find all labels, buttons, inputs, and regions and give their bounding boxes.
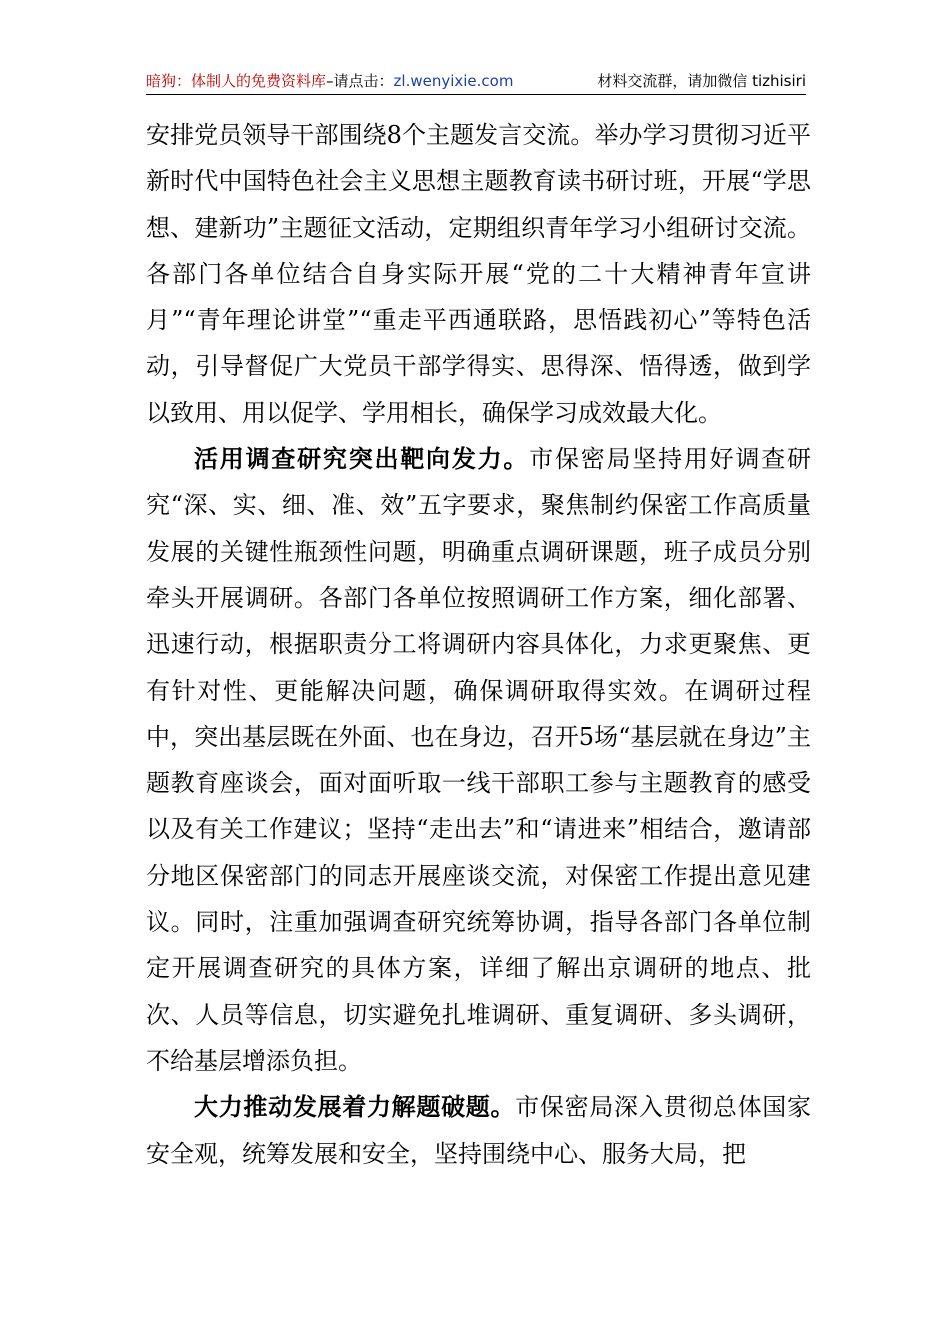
document-body bbox=[146, 112, 811, 1177]
header-prompt: –请点击： bbox=[326, 72, 394, 90]
header-url-link[interactable]: zl.wenyixie.com bbox=[393, 72, 514, 90]
paragraph-3-heading: 大力推动发展着力解题破题。 bbox=[194, 1092, 516, 1122]
header-brand: 暗狗：体制人的免费资料库 bbox=[146, 72, 327, 90]
paragraph-2-text: 市保密局坚持用好调查研究“深、实、细、准、效”五字要求，聚焦制约保密工作高质量发展的关键性瓶颈性问题，明确重点调研课题，班子成员分别牵头开展调研。各部门各单位按照调研工作方案，细化部署、迅速行动，根据职责分工将调研内容具体化，力求更聚焦、更有针对性、更能解决问题，确保调研取得实效。在调研过程中，突出基层既在外面、也在身边，召开5场“基层就在身边”主题教育座谈会，面对面听取一线干部职工参与主题教育的感受以及有关工作建议；坚持“走出去”和“请进来”相结合，邀请部分地区保密部门的同志开展座谈交流，对保密工作提出意见建议。同时，注重加强调查研究统筹协调，指导各部门各单位制定开展调查研究的具体方案，详细了解出京调研的地点、批次、人员等信息，切实避免扎堆调研、重复调研、多头调研，不给基层增添负担。 bbox=[146, 445, 812, 1075]
header-wechat-group: 材料交流群，请加微信 tizhisiri bbox=[597, 72, 806, 90]
paragraph-2 bbox=[146, 436, 811, 1084]
paragraph-2-heading: 活用调查研究突出靶向发力。 bbox=[194, 444, 530, 474]
paragraph-3-text: 市保密局深入贯彻总体国家安全观，统筹发展和安全，坚持围绕中心、服务大局，把 bbox=[146, 1093, 812, 1168]
page-header bbox=[146, 68, 806, 95]
paragraph-1 bbox=[146, 112, 811, 436]
paragraph-3 bbox=[146, 1084, 811, 1177]
paragraph-1-text: 安排党员领导干部围绕8个主题发言交流。举办学习贯彻习近平新时代中国特色社会主义思想主题教育读书研讨班，开展“学思想、建新功”主题征文活动，定期组织青年学习小组研讨交流。各部门各单位结合自身实际开展“党的二十大精神青年宣讲月”“青年理论讲堂”“重走平西通联路，思悟践初心”等特色活动，引导督促广大党员干部学得实、思得深、悟得透，做到学以致用、用以促学、学用相长，确保学习成效最大化。 bbox=[146, 121, 811, 427]
